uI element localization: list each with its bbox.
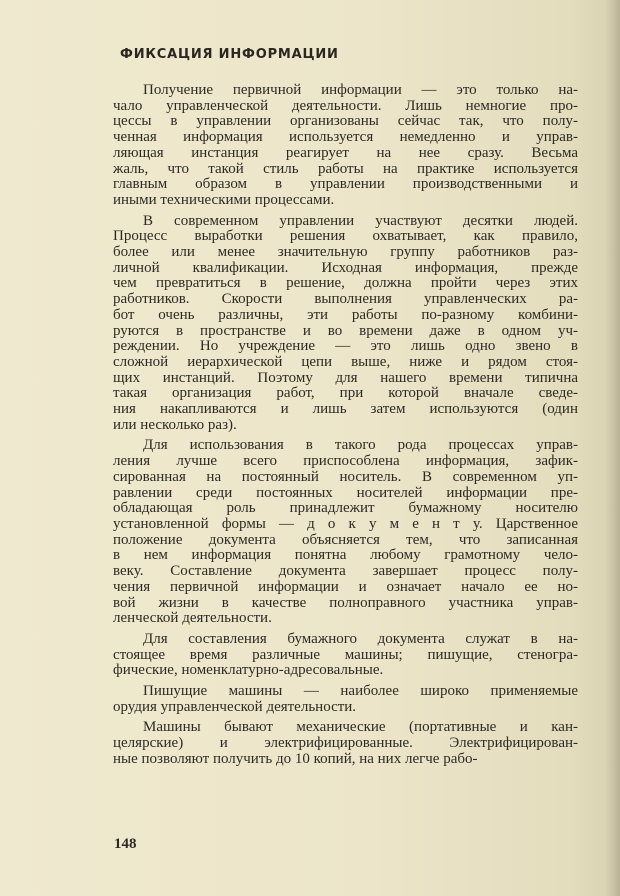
text-line: обладающая роль принадлежит бумажному носителю: [113, 501, 578, 517]
text-line: ченная информация используется немедленно и управ-: [113, 130, 578, 146]
text-line: руются в пространстве и во времени даже в одном уч-: [113, 323, 578, 339]
text-line: бот очень различны, эти работы по-разному комбини-: [113, 307, 578, 323]
paragraph-4: [113, 632, 578, 679]
text-line: ления лучше всего приспособлена информация, зафик-: [113, 454, 578, 470]
text-line: чало управленческой деятельности. Лишь немногие про-: [113, 98, 578, 114]
text-line: сложной иерархической цепи выше, ниже и рядом стоя-: [113, 354, 578, 370]
text-line: более или менее значительную группу работников раз-: [113, 245, 578, 261]
paragraph-5: [113, 684, 578, 715]
text-line: веку. Составление документа завершает процесс полу-: [113, 564, 578, 580]
text-line: орудия управленческой деятельности.: [113, 699, 357, 715]
text-line: вой жизни в качестве полноправного участника управ-: [113, 595, 578, 611]
text-line: ленческой деятельности.: [113, 611, 272, 627]
text-line: фические, номенклатурно-адресовальные.: [113, 663, 384, 679]
text-line: такая организация работ, при которой вначале сведе-: [113, 386, 578, 402]
text-line: личной квалификации. Исходная информация, прежде: [113, 260, 578, 276]
paragraph-2: [113, 214, 578, 434]
paragraph-1: [113, 83, 578, 209]
text-line: жаль, что такой стиль работы на практике используется: [113, 161, 578, 177]
text-line: Машины бывают механические (портативные и кан-: [143, 720, 578, 736]
body-text: [113, 83, 578, 773]
text-line: цессы в управлении организованы сейчас так, что полу-: [113, 114, 578, 130]
text-line: чения первичной информации и означает начало ее но-: [113, 579, 578, 595]
paragraph-3: [113, 438, 578, 626]
text-line: Получение первичной информации — это только на-: [143, 83, 578, 98]
text-line: установленной формы — д о к у м е н т у. Царственное: [113, 516, 578, 532]
text-line: или несколько раз).: [113, 417, 237, 433]
text-line: положение документа объясняется тем, что записанная: [113, 532, 578, 548]
text-line: Процесс выработки решения охватывает, как правило,: [113, 229, 578, 245]
page-number: 148: [114, 836, 137, 852]
text-line: целярские) и электрифицированные. Электрифицирован-: [113, 736, 578, 752]
text-line: работников. Скорости выполнения управленческих ра-: [113, 292, 578, 308]
text-line: В современном управлении участвуют десятки людей.: [143, 213, 578, 229]
text-line: главным образом в управлении производственными и: [113, 177, 578, 193]
text-line: ляющая инстанция реагирует на нее сразу. Весьма: [113, 145, 578, 161]
text-line: Для составления бумажного документа служат в на-: [143, 631, 578, 647]
section-heading: ФИКСАЦИЯ ИНФОРМАЦИИ: [120, 47, 339, 62]
text-line: сированная на постоянный носитель. В современном уп-: [113, 469, 578, 485]
paragraph-6: [113, 720, 578, 767]
text-line: в нем информация понятна любому грамотному чело-: [113, 548, 578, 564]
text-line: равлении среди постоянных носителей информации пре-: [113, 485, 578, 501]
text-line: иными техническими процессами.: [113, 192, 335, 208]
text-line: чем превратиться в решение, должна пройти через этих: [113, 276, 578, 292]
text-line: Для использования в такого рода процессах управ-: [143, 438, 578, 454]
text-line: ния накапливаются и лишь затем используются (один: [113, 402, 578, 418]
spine-shadow: [606, 0, 620, 896]
text-line: Пишущие машины — наиболее широко применяемые: [143, 684, 578, 700]
text-line: щих инстанций. Поэтому для нашего времени типична: [113, 370, 578, 386]
text-line: стоящее время различные машины; пишущие, стеногра-: [113, 647, 578, 663]
text-line: реждении. Но учреждение — это лишь одно звено в: [113, 339, 578, 355]
text-line: ные позволяют получить до 10 копий, на них легче рабо-: [113, 751, 478, 767]
